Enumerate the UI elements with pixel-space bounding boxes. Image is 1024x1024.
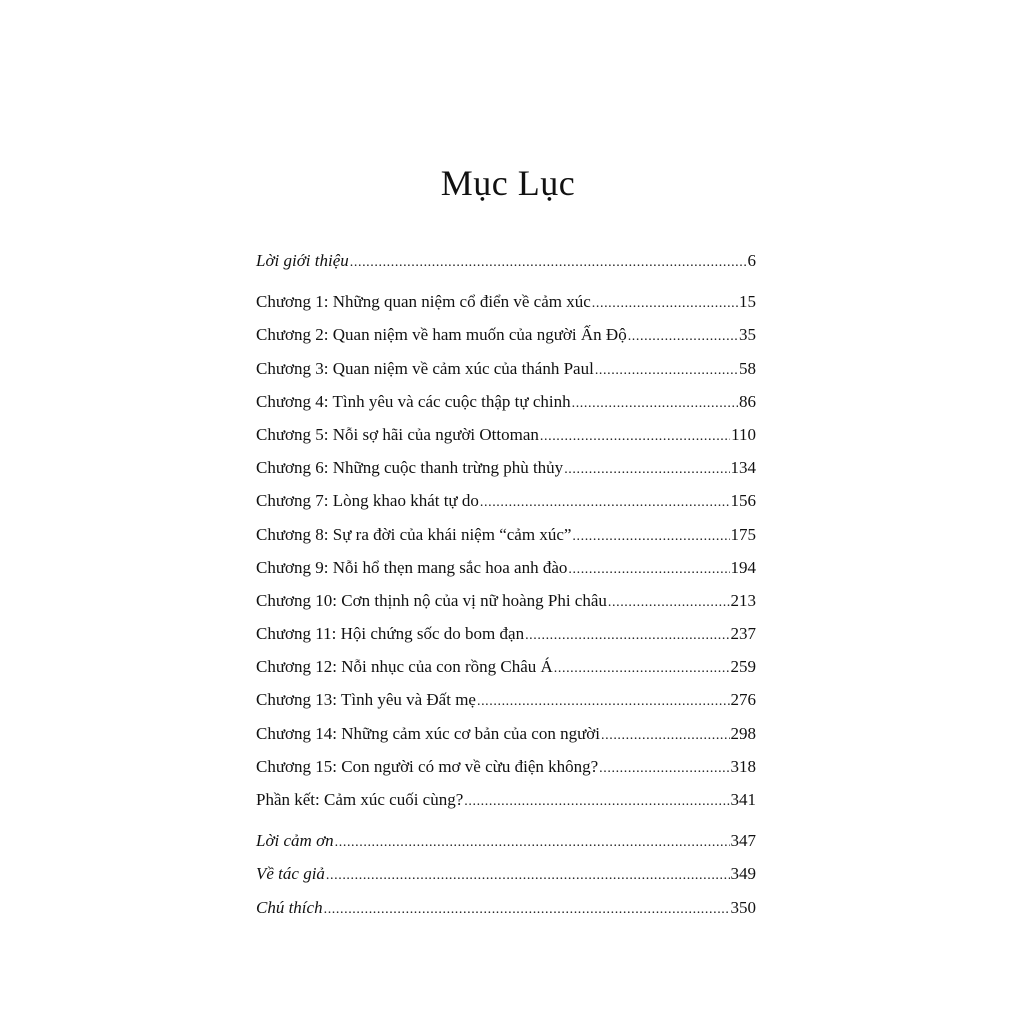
toc-entry [256,247,756,280]
dot-leader [595,357,738,385]
dot-leader [326,862,730,890]
toc-entry-label: Chương 11: Hội chứng sốc do bom đạn [256,624,525,644]
dot-leader [628,323,738,351]
toc-entry-page-number: 349 [730,864,756,884]
toc-entry-label: Chương 9: Nỗi hổ thẹn mang sắc hoa anh đào [256,557,568,577]
toc-entry [256,355,756,388]
toc-entry-label: Chương 10: Cơn thịnh nộ của vị nữ hoàng Phi châu [256,590,607,610]
dot-leader [324,896,730,924]
toc-entry [256,720,756,753]
toc-entry-label: Chương 14: Những cảm xúc cơ bản của con người [256,723,601,743]
toc-entry-page-number: 318 [730,756,756,776]
dot-leader [350,249,747,277]
section-spacer [256,819,756,827]
toc-entry [256,860,756,893]
toc-entry-label: Chú thích [256,897,323,917]
toc-entry [256,288,756,321]
toc-entry-page-number: 341 [730,790,756,809]
toc-entry-page-number: 6 [747,251,756,270]
dot-leader [540,423,730,451]
dot-leader [568,556,729,584]
toc-entry [256,454,756,487]
toc-entry-label: Chương 12: Nỗi nhục của con rồng Châu Á [256,657,553,677]
toc-entry-page-number: 298 [730,723,756,743]
toc-entry [256,827,756,860]
dot-leader [572,523,729,551]
dot-leader [480,489,730,517]
toc-entry [256,753,756,786]
section-spacer [256,280,756,288]
toc-entry [256,786,756,819]
toc-entry-page-number: 213 [730,590,756,610]
toc-entry-label: Lời giới thiệu [256,251,349,270]
toc-entry [256,388,756,421]
toc-entry [256,620,756,653]
dot-leader [601,722,729,750]
toc-entry-label: Lời cảm ơn [256,831,334,851]
toc-entry-page-number: 194 [730,557,756,577]
toc-entry [256,894,756,927]
toc-entry-page-number: 347 [730,831,756,851]
dot-leader [525,622,729,650]
toc-entry [256,487,756,520]
toc-entry-label: Chương 2: Quan niệm về ham muốn của người Ấn Độ [256,325,627,345]
toc-entry-page-number: 259 [730,657,756,677]
toc-chapters [256,288,756,819]
toc-entry-label: Chương 4: Tình yêu và các cuộc thập tự chinh [256,391,571,411]
dot-leader [592,290,738,318]
dot-leader [564,456,729,484]
table-of-contents [256,247,756,927]
dot-leader [572,390,738,418]
toc-entry-page-number: 276 [730,690,756,710]
toc-entry-page-number: 237 [730,624,756,644]
dot-leader [599,755,729,783]
toc-entry-label: Chương 3: Quan niệm về cảm xúc của thánh Paul [256,358,594,378]
toc-entry-label: Phần kết: Cảm xúc cuối cùng? [256,790,464,809]
toc-entry-page-number: 35 [739,325,756,345]
toc-entry-page-number: 86 [739,391,756,411]
toc-entry-page-number: 110 [731,424,756,444]
toc-entry [256,686,756,719]
dot-leader [477,688,730,716]
toc-entry [256,653,756,686]
dot-leader [335,829,730,857]
toc-entry-label: Chương 1: Những quan niệm cổ điển về cảm xúc [256,292,591,312]
toc-front-matter [256,247,756,280]
dot-leader [554,655,730,683]
toc-back-matter [256,827,756,927]
toc-entry-label: Chương 6: Những cuộc thanh trừng phù thủy [256,458,564,478]
toc-entry-page-number: 175 [730,524,756,544]
toc-entry [256,587,756,620]
toc-entry-label: Chương 7: Lòng khao khát tự do [256,491,479,511]
page-title: Mục Lục [440,163,576,203]
toc-entry-label: Chương 13: Tình yêu và Đất mẹ [256,690,476,710]
dot-leader [464,788,729,816]
toc-entry [256,521,756,554]
toc-entry-page-number: 134 [730,458,756,478]
toc-entry-page-number: 350 [730,897,756,917]
toc-entry-page-number: 156 [730,491,756,511]
toc-entry [256,554,756,587]
toc-entry-label: Chương 15: Con người có mơ về cừu điện không? [256,756,599,776]
toc-entry-page-number: 58 [739,358,756,378]
dot-leader [608,589,730,617]
toc-entry-label: Chương 8: Sự ra đời của khái niệm “cảm xúc” [256,524,572,544]
toc-entry [256,321,756,354]
toc-entry-label: Về tác giả [256,864,325,884]
toc-entry-page-number: 15 [739,292,756,312]
toc-entry [256,421,756,454]
toc-entry-label: Chương 5: Nỗi sợ hãi của người Ottoman [256,424,539,444]
